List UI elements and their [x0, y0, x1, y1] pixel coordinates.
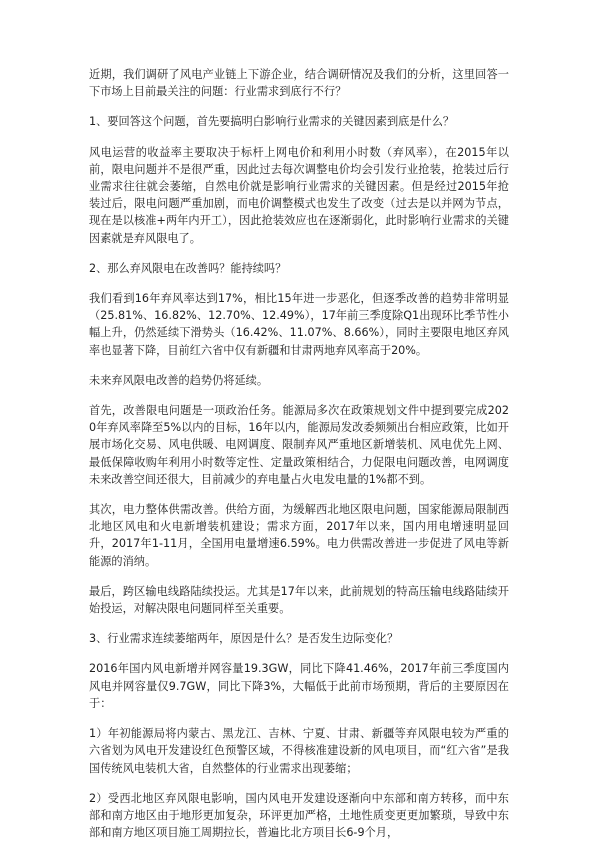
question-2-trend: 未来弃风限电改善的趋势仍将延续。 — [89, 373, 269, 387]
question-1-heading: 1、要回答这个问题，首先要搞明白影响行业需求的关键因素到底是什么？ — [89, 115, 455, 129]
question-2-body: 我们看到16年弃风率达到17%，相比15年进一步恶化，但逐季改善的趋势非常明显（25.81%、16.82%、12.70%、12.49%），17年前三季度除Q1出现环比季节性小幅上升，仍然延续下滑势头（16.42%、11.07%、8.66%），同时主要限电地区弃风率也显著下降，目前红六省中仅有新疆和甘肃两地弃风率高于20%。 — [89, 292, 509, 357]
question-3-heading: 3、行业需求连续萎缩两年，原因是什么？是否发生边际变化？ — [89, 632, 399, 646]
question-3-item-2: 2）受西北地区弃风限电影响，国内风电开发建设逐渐向中东部和南方转移，而中东部和南方地区由于地形更加复杂，环评更加严格，土地性质变更更加繁琐，导致中东部和南方地区项目施工周期拉长，普遍比北方项目长6-9个月， — [89, 791, 509, 840]
document-page — [89, 66, 509, 854]
question-3-body: 2016年国内风电新增并网容量19.3GW，同比下降41.46%，2017年前三季度国内风电并网容量仅9.7GW，同比下降3%，大幅低于此前市场预期，背后的主要原因在于： — [89, 662, 509, 710]
question-2-first-point: 首先，改善限电问题是一项政治任务。能源局多次在政策规划文件中提到要完成2020年弃风率降至5%以内的目标，16年以内，能源局发改委频频出台相应政策，比如开展市场化交易、风电供暖、电网调度、限制弃风严重地区新增装机、风电优先上网、最低保障收购年利用小时数等定性、定量政策相结合，力促限电问题改善，电网调度未来改善空间还很大，目前减少的弃电量占火电发电量的1%都不到。 — [89, 404, 509, 486]
question-3-item-1: 1）年初能源局将内蒙古、黑龙江、吉林、宁夏、甘肃、新疆等弃风限电较为严重的六省划为风电开发建设红色预警区域，不得核准建设新的风电项目，而“红六省”是我国传统风电装机大省，自然整体的行业需求出现萎缩； — [89, 727, 509, 775]
question-2-heading: 2、那么弃风限电在改善吗？能持续吗？ — [89, 261, 287, 275]
question-1-body: 风电运营的收益率主要取决于标杆上网电价和利用小时数（弃风率），在2015年以前，限电问题并不是很严重，因此过去每次调整电价均会引发行业抢装，抢装过后行业需求往往就会萎缩，自然电价就是影响行业需求的关键因素。但是经过2015年抢装过后，限电问题严重加剧，而电价调整模式也发生了改变（过去是以并网为节点，现在是以核准+两年内开工），因此抢装效应也在逐渐弱化，此时影响行业需求的关键因素就是弃风限电了。 — [89, 145, 509, 245]
question-2-last-point: 最后，跨区输电线路陆续投运。尤其是17年以来，此前规划的特高压输电线路陆续开始投运，对解决限电问题同样至关重要。 — [89, 584, 509, 616]
intro-paragraph: 近期，我们调研了风电产业链上下游企业，结合调研情况及我们的分析，这里回答一下市场上目前最关注的问题：行业需求到底行不行？ — [89, 68, 509, 99]
question-2-second-point: 其次，电力整体供需改善。供给方面，为缓解西北地区限电问题，国家能源局限制西北地区风电和火电新增装机建设；需求方面，2017年以来，国内用电增速明显回升，2017年1-11月，全国用电量增速6.59%。电力供需改善进一步促进了风电等新能源的消纳。 — [89, 503, 509, 568]
